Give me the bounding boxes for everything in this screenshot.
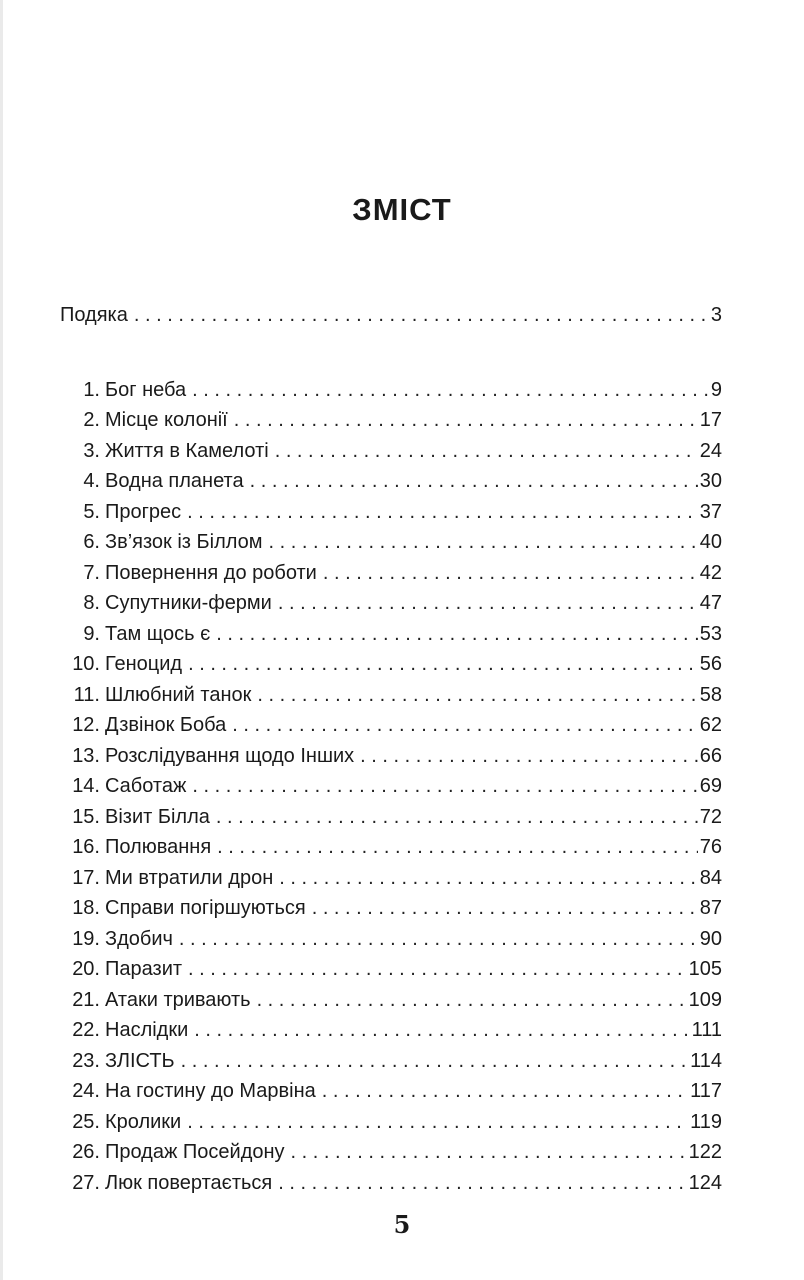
toc-chapter-entry: [60, 527, 722, 558]
toc-entry-label: Справи погіршуються: [105, 897, 306, 919]
toc-entry-page: 69: [699, 775, 722, 797]
dot-leader: [278, 1168, 686, 1199]
toc-entry-label: Візит Білла: [105, 805, 210, 828]
toc-entry-page: 72: [699, 805, 722, 828]
toc-chapter-entry: [60, 558, 722, 589]
toc-entry-label: Ми втратили дрон: [105, 866, 274, 889]
toc-entry-label: Водна планета: [105, 470, 244, 492]
toc-entry-label: Дзвінок Боба: [105, 714, 227, 736]
toc-entry-page: 30: [699, 470, 722, 492]
dot-leader: [291, 1137, 687, 1168]
toc-chapter-entry: [60, 710, 722, 741]
toc-chapter-entry: [60, 680, 722, 711]
toc-chapter-number: 1.: [83, 378, 100, 401]
dot-leader: [312, 893, 698, 924]
dot-leader: [257, 680, 697, 711]
dot-leader: [179, 924, 698, 955]
dot-leader: [181, 1046, 688, 1077]
toc-chapter-number: 7.: [83, 561, 100, 584]
toc-chapter-number: 26.: [72, 1141, 100, 1163]
toc-entry-page: 66: [699, 744, 722, 767]
toc-entry-page: 58: [699, 683, 722, 706]
toc-entry-page: 84: [699, 866, 722, 889]
dot-leader: [360, 741, 698, 772]
toc-entry-page: 114: [690, 1049, 722, 1072]
toc-entry-page: 40: [699, 531, 722, 553]
toc-chapter-entry: [60, 619, 722, 650]
toc-chapter-entry: [60, 893, 722, 924]
dot-leader: [216, 619, 697, 650]
toc-entry-label: Полювання: [105, 836, 212, 858]
toc-entry-label: Подяка: [60, 304, 128, 326]
toc-entry-page: 56: [699, 653, 722, 675]
toc-entry-label: Кролики: [105, 1110, 182, 1133]
toc-entry-label: Здобич: [105, 927, 173, 950]
toc-entry-page: 17: [699, 409, 722, 431]
toc-entry-page: 90: [699, 927, 722, 950]
toc-chapter-number: 9.: [83, 622, 100, 645]
table-of-contents: [60, 300, 722, 1198]
toc-chapter-number: 25.: [72, 1110, 100, 1133]
toc-entry-page: 105: [688, 958, 722, 980]
toc-chapter-entry: [60, 1015, 722, 1046]
toc-entry-page: 47: [699, 592, 722, 614]
toc-chapter-number: 14.: [72, 775, 100, 797]
dot-leader: [192, 375, 709, 406]
toc-entry-label: ЗЛІСТЬ: [105, 1049, 175, 1072]
toc-entry-page: 42: [699, 561, 722, 584]
toc-entry-label: Паразит: [105, 958, 183, 980]
toc-chapter-entry: [60, 1137, 722, 1168]
toc-chapter-entry: [60, 436, 722, 467]
toc-chapter-number: 8.: [83, 592, 100, 614]
dot-leader: [279, 863, 698, 894]
dot-leader: [257, 985, 687, 1016]
toc-entry-page: 119: [690, 1110, 722, 1133]
dot-leader: [216, 802, 698, 833]
toc-chapter-entry: [60, 985, 722, 1016]
toc-chapter-entry: [60, 924, 722, 955]
toc-entry-label: Геноцид: [105, 653, 183, 675]
toc-chapter-entry: [60, 741, 722, 772]
toc-entry-label: Розслідування щодо Інших: [105, 744, 355, 767]
toc-chapter-number: 17.: [72, 866, 100, 889]
toc-entry-label: Атаки тривають: [105, 988, 251, 1011]
dot-leader: [188, 954, 687, 985]
toc-entry-label: Місце колонії: [105, 409, 228, 431]
toc-chapter-number: 27.: [72, 1171, 100, 1194]
toc-entry-label: Продаж Посейдону: [105, 1141, 285, 1163]
toc-chapter-entry: [60, 375, 722, 406]
dot-leader: [250, 466, 698, 497]
toc-entry-label: Шлюбний танок: [105, 683, 252, 706]
toc-chapter-number: 18.: [72, 897, 100, 919]
toc-chapter-entry: [60, 1168, 722, 1199]
toc-chapter-number: 22.: [72, 1019, 100, 1041]
toc-entry-page: 53: [699, 622, 722, 645]
toc-entry-page: 109: [688, 988, 722, 1011]
toc-entry-page: 37: [699, 500, 722, 523]
toc-entry-label: Люк повертається: [105, 1171, 273, 1194]
toc-chapter-entry: [60, 832, 722, 863]
toc-entry-label: Прогрес: [105, 500, 182, 523]
toc-chapter-number: 21.: [72, 988, 100, 1011]
toc-entry-label: Там щось є: [105, 622, 211, 645]
toc-entry-page: 124: [688, 1171, 722, 1194]
toc-chapter-entry: [60, 649, 722, 680]
toc-entry-page: 76: [699, 836, 722, 858]
dot-leader: [217, 832, 698, 863]
dot-leader: [187, 1107, 688, 1138]
toc-chapter-entry: [60, 954, 722, 985]
toc-entry-page: 9: [710, 378, 722, 401]
toc-chapter-number: 10.: [72, 653, 100, 675]
toc-chapter-entry: [60, 405, 722, 436]
toc-entry-page: 117: [690, 1080, 722, 1102]
page-number: 5: [393, 1210, 411, 1239]
dot-leader: [323, 558, 698, 589]
toc-entry-label: Бог неба: [105, 378, 187, 401]
toc-chapter-number: 15.: [72, 805, 100, 828]
toc-chapter-number: 6.: [83, 531, 100, 553]
toc-chapter-number: 11.: [73, 683, 100, 706]
dot-leader: [192, 771, 697, 802]
dot-leader: [234, 405, 698, 436]
toc-chapter-entry: [60, 802, 722, 833]
dot-leader: [278, 588, 698, 619]
chapter-list: [60, 375, 722, 1199]
toc-chapter-entry: [60, 1076, 722, 1107]
toc-entry-label: Життя в Камелоті: [105, 439, 269, 462]
toc-entry-label: Зв’язок із Біллом: [105, 531, 263, 553]
toc-chapter-entry: [60, 497, 722, 528]
toc-chapter-entry: [60, 466, 722, 497]
toc-chapter-number: 23.: [72, 1049, 100, 1072]
dot-leader: [232, 710, 697, 741]
toc-entry-label: Повернення до роботи: [105, 561, 317, 584]
toc-entry-label: Супутники-ферми: [105, 592, 272, 614]
toc-entry-page: 3: [710, 304, 722, 326]
toc-chapter-number: 20.: [72, 958, 100, 980]
toc-chapter-number: 5.: [83, 500, 100, 523]
toc-chapter-entry: [60, 863, 722, 894]
toc-chapter-number: 12.: [72, 714, 100, 736]
toc-entry-label: На гостину до Марвіна: [105, 1080, 316, 1102]
toc-front-matter-entry: [60, 300, 722, 331]
toc-chapter-number: 3.: [83, 439, 100, 462]
toc-entry-page: 62: [699, 714, 722, 736]
toc-chapter-entry: [60, 588, 722, 619]
dot-leader: [322, 1076, 688, 1107]
toc-chapter-number: 4.: [83, 470, 100, 492]
toc-chapter-entry: [60, 1046, 722, 1077]
toc-entry-label: Саботаж: [105, 775, 187, 797]
toc-chapter-entry: [60, 1107, 722, 1138]
toc-entry-label: Наслідки: [105, 1019, 189, 1041]
toc-chapter-number: 16.: [72, 836, 100, 858]
toc-chapter-entry: [60, 771, 722, 802]
toc-entry-page: 24: [699, 439, 722, 462]
dot-leader: [269, 527, 698, 558]
toc-chapter-number: 24.: [72, 1080, 100, 1102]
dot-leader: [187, 497, 698, 528]
toc-chapter-number: 2.: [83, 409, 100, 431]
dot-leader: [134, 300, 709, 331]
dot-leader: [188, 649, 698, 680]
toc-chapter-number: 19.: [72, 927, 100, 950]
toc-entry-page: 122: [688, 1141, 722, 1163]
contents-title: ЗМІСТ: [352, 192, 452, 227]
dot-leader: [275, 436, 698, 467]
toc-entry-page: 87: [699, 897, 722, 919]
toc-chapter-number: 13.: [72, 744, 100, 767]
toc-entry-page: 111: [691, 1019, 722, 1041]
dot-leader: [194, 1015, 689, 1046]
